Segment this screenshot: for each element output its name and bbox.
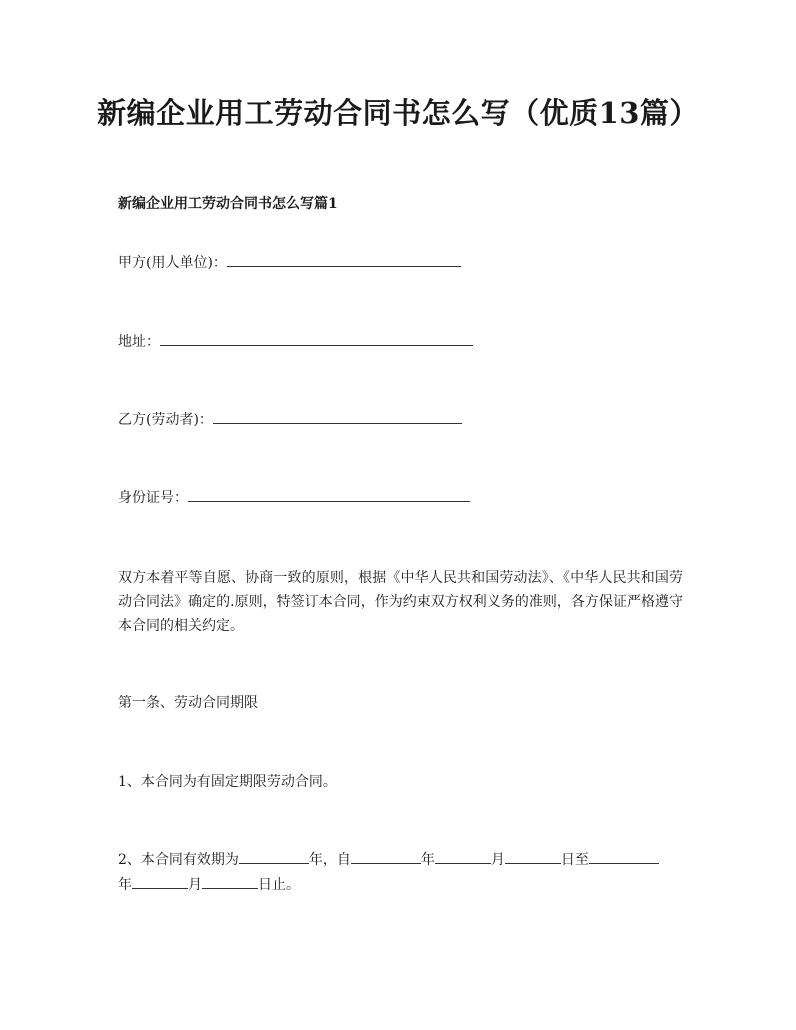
item-2-prefix: 2、本合同有效期为 [118,852,239,868]
end-month-blank [132,874,188,889]
article-1-item-1: 1、本合同为有固定期限劳动合同。 [118,774,337,790]
item-2-year-2: 年 [420,852,435,868]
party-b-line [118,409,462,431]
item-2-year-3: 年 [118,877,132,893]
article-1-item-2-line-1 [118,849,659,871]
item-2-day-to: 日至 [560,852,589,868]
id-number-blank [188,487,470,502]
item-2-month-1: 月 [490,852,505,868]
start-day-blank [505,849,561,864]
end-day-blank [202,874,258,889]
item-2-month-2: 月 [188,877,202,893]
party-a-line [118,252,461,274]
party-a-blank [227,252,461,267]
party-b-label: 乙方(劳动者)： [118,412,213,428]
end-year-blank [589,849,659,864]
start-year-blank [351,849,421,864]
document-title: 新编企业用工劳动合同书怎么写（优质13篇） [97,96,699,130]
address-line [118,331,473,353]
preamble-paragraph: 双方本着平等自愿、协商一致的原则，根据《中华人民共和国劳动法》、《中华人民共和国劳动合同法》确定的.原则，特签订本合同，作为约束双方权利义务的准则，各方保证严格遵守本合同的相关约定。 [118,570,683,634]
item-2-year-1: 年，自 [308,852,351,868]
term-years-blank [239,849,309,864]
id-number-line [118,487,470,509]
section-heading: 新编企业用工劳动合同书怎么写篇1 [118,196,338,212]
article-1-heading: 第一条、劳动合同期限 [118,695,258,711]
party-a-label: 甲方(用人单位)： [118,255,227,271]
id-number-label: 身份证号： [118,490,188,506]
article-1-item-2-line-2 [118,874,300,896]
address-blank [160,331,473,346]
party-b-blank [213,409,462,424]
start-month-blank [435,849,491,864]
address-label: 地址： [118,334,160,350]
item-2-day-end: 日止。 [258,877,300,893]
